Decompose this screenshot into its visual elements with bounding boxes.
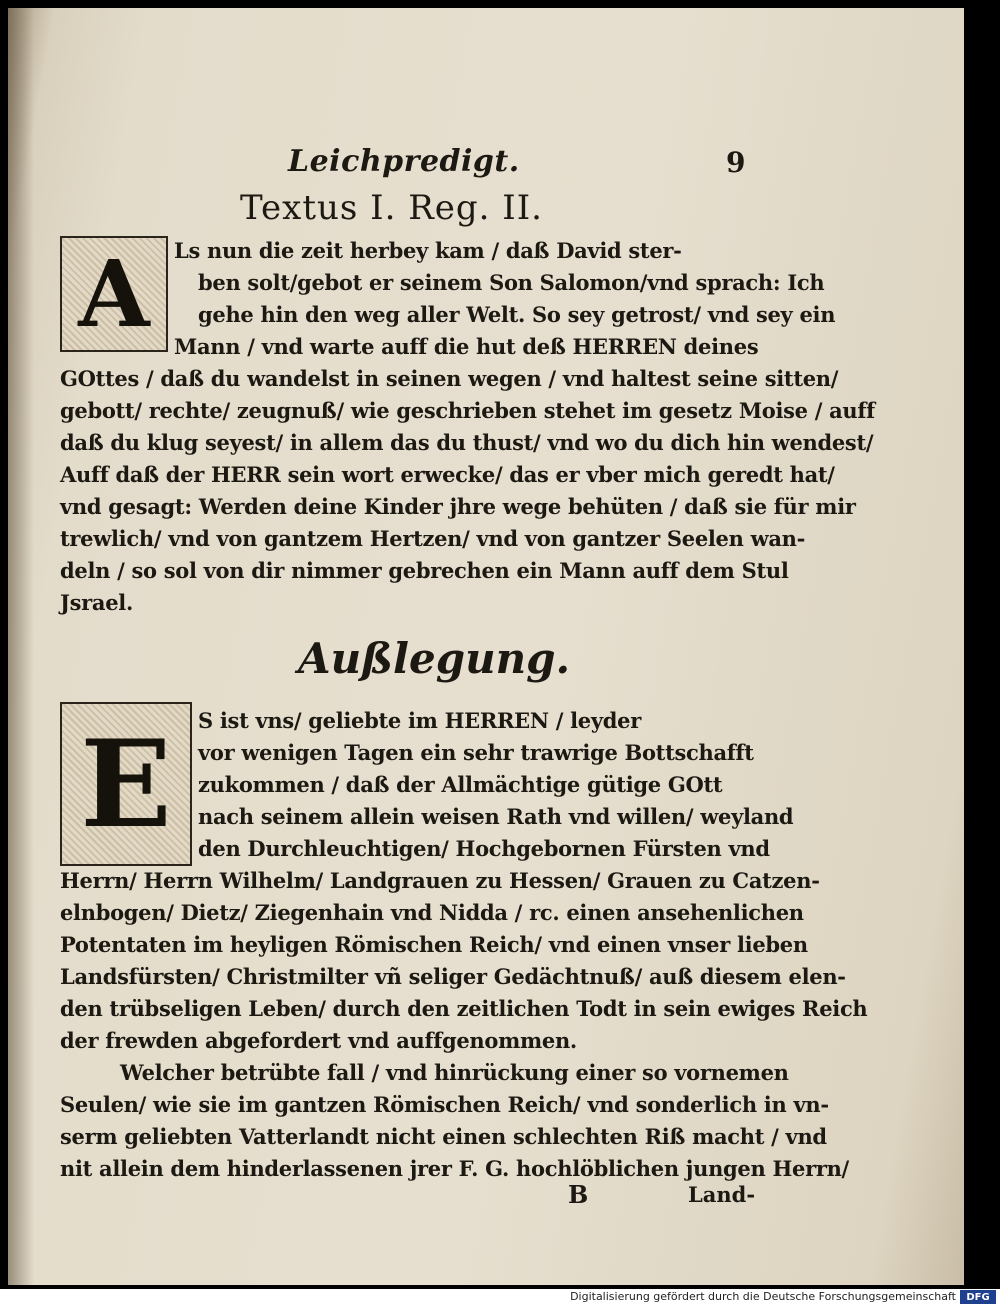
exposition-line: zukommen / daß der Allmächtige gütige GOtt — [198, 772, 723, 797]
exposition-line: Potentaten im heyligen Römischen Reich/ vnd einen vnser lieben — [60, 932, 808, 957]
passage-line: gehe hin den weg aller Welt. So sey getrost/ vnd sey ein — [198, 302, 836, 327]
signature-mark: B — [568, 1180, 589, 1209]
decorated-initial-a: A — [60, 236, 168, 352]
exposition-line: nit allein dem hinderlassenen jrer F. G. hochlöblichen jungen Herrn/ — [60, 1156, 849, 1181]
passage-line: ben solt/gebot er seinem Son Salomon/vnd sprach: Ich — [198, 270, 825, 295]
decorated-initial-e: E — [60, 702, 192, 866]
passage-line: trewlich/ vnd von gantzem Hertzen/ vnd von gantzer Seelen wan- — [60, 526, 806, 551]
exposition-line: elnbogen/ Dietz/ Ziegenhain vnd Nidda / rc. einen ansehenlichen — [60, 900, 804, 925]
exposition-line: der frewden abgefordert vnd auffgenommen. — [60, 1028, 577, 1053]
dfg-logo-icon: DFG — [960, 1290, 996, 1304]
passage-line: deln / so sol von dir nimmer gebrechen ein Mann auff dem Stul — [60, 558, 789, 583]
passage-line: Jsrael. — [60, 590, 133, 615]
exposition-line: nach seinem allein weisen Rath vnd willen/ weyland — [198, 804, 794, 829]
catchword: Land- — [688, 1182, 756, 1207]
passage-line: daß du klug seyest/ in allem das du thust/ vnd wo du dich hin wendest/ — [60, 430, 874, 455]
passage-line: gebott/ rechte/ zeugnuß/ wie geschrieben stehet im gesetz Moise / auff — [60, 398, 875, 423]
running-head: Leichpredigt. — [288, 144, 520, 179]
page-number: 9 — [726, 146, 746, 179]
section-heading: Außlegung. — [298, 634, 571, 683]
funding-notice: Digitalisierung gefördert durch die Deutsche Forschungsgemeinschaft — [570, 1290, 956, 1303]
passage-line: vnd gesagt: Werden deine Kinder jhre wege behüten / daß sie für mir — [60, 494, 856, 519]
exposition-line: den Durchleuchtigen/ Hochgebornen Fürsten vnd — [198, 836, 770, 861]
exposition-line: Landsfürsten/ Christmilter vñ seliger Gedächtnuß/ auß diesem elen- — [60, 964, 846, 989]
exposition-line: Herrn/ Herrn Wilhelm/ Landgrauen zu Hessen/ Grauen zu Catzen- — [60, 868, 820, 893]
book-page — [8, 8, 964, 1285]
passage-line: GOttes / daß du wandelst in seinen wegen / vnd haltest seine sitten/ — [60, 366, 839, 391]
passage-line: Mann / vnd warte auff die hut deß HERREN deines — [174, 334, 759, 359]
exposition-line: S ist vns/ geliebte im HERREN / leyder — [198, 708, 641, 733]
passage-line: Ls nun die zeit herbey kam / daß David ster- — [174, 238, 682, 263]
text-heading: Textus I. Reg. II. — [240, 188, 543, 228]
exposition-line: den trübseligen Leben/ durch den zeitlichen Todt in sein ewiges Reich — [60, 996, 868, 1021]
exposition-line: vor wenigen Tagen ein sehr trawrige Bottschafft — [198, 740, 754, 765]
passage-line: Auff daß der HERR sein wort erwecke/ das er vber mich geredt hat/ — [60, 462, 835, 487]
exposition-line: Seulen/ wie sie im gantzen Römischen Reich/ vnd sonderlich in vn- — [60, 1092, 829, 1117]
exposition-line: Welcher betrübte fall / vnd hinrückung einer so vornemen — [120, 1060, 789, 1085]
exposition-line: serm geliebten Vatterlandt nicht einen schlechten Riß macht / vnd — [60, 1124, 827, 1149]
